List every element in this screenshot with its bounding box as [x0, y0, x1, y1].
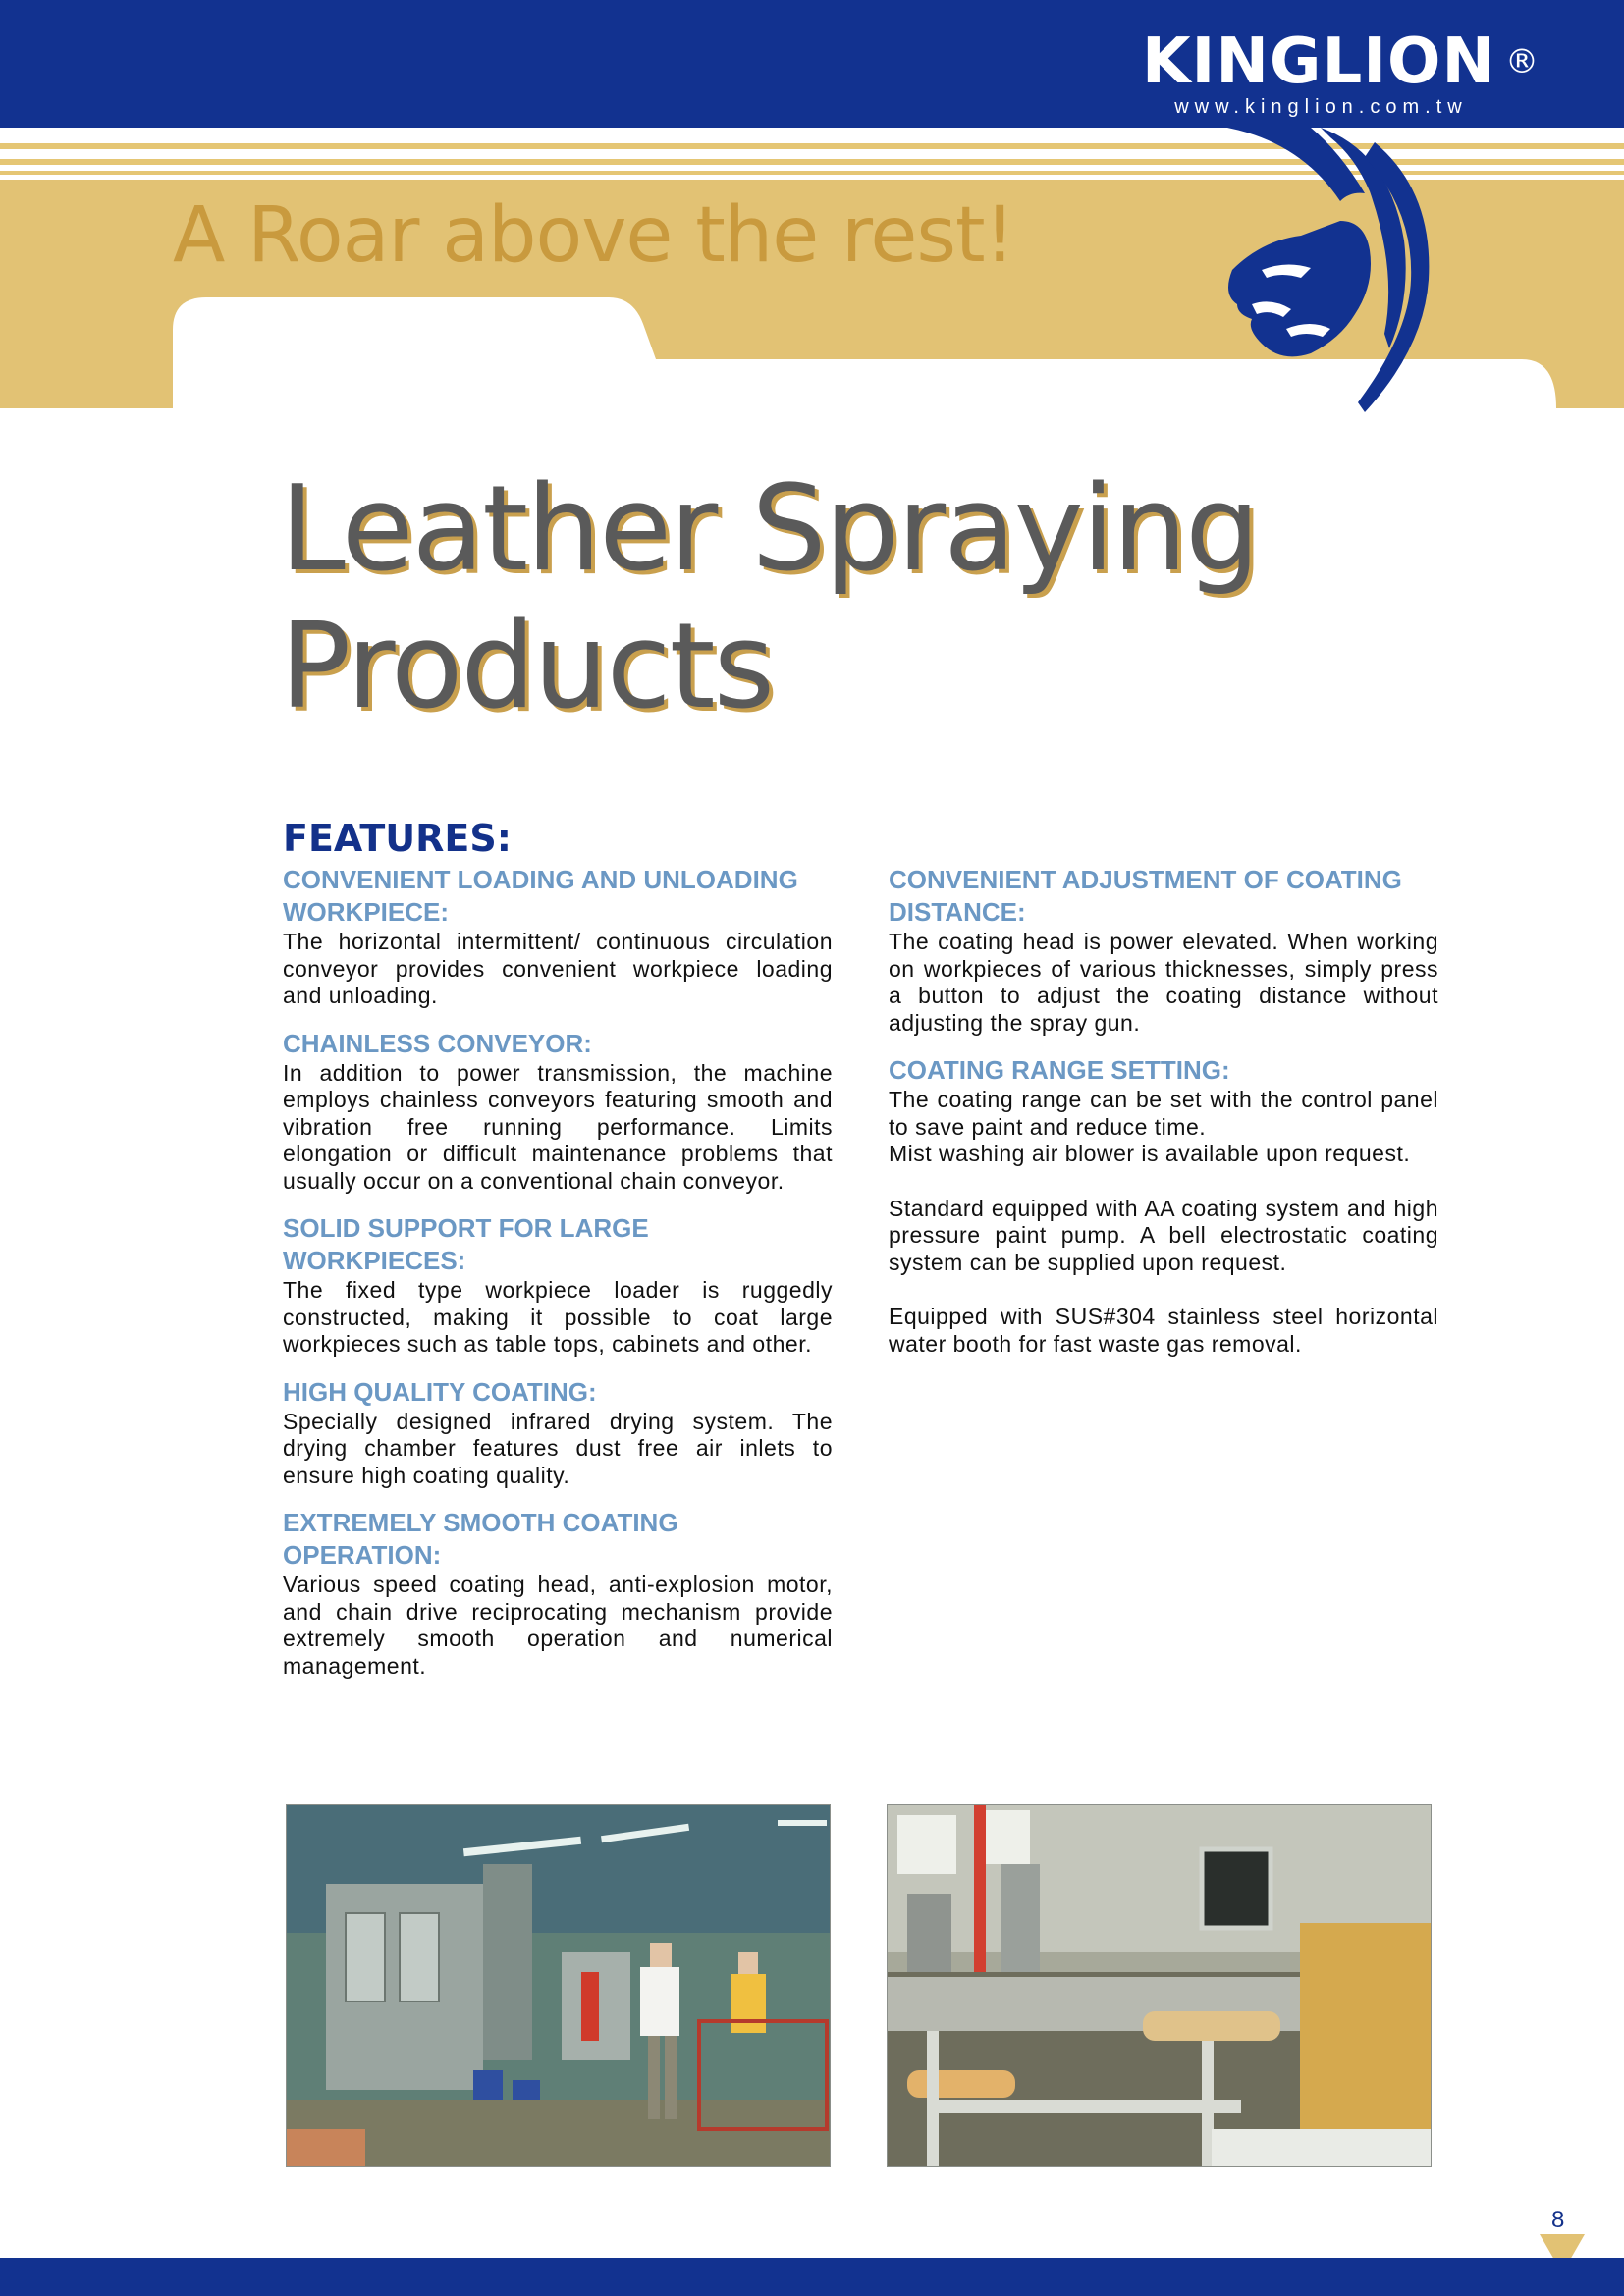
feature-body: The horizontal intermittent/ continuous circulation conveyor provides convenient workpiece loading and unloading.: [283, 929, 833, 1008]
feature-heading: CONVENIENT LOADING AND UNLOADING WORKPIECE:: [283, 865, 798, 927]
lion-head-icon: [1193, 123, 1448, 417]
feature-body: The coating range can be set with the control panel to save paint and reduce time. Mist washing air blower is available upon request.: [889, 1087, 1438, 1166]
feature-section: [283, 864, 833, 1010]
feature-section: [283, 1212, 833, 1359]
feature-section: [283, 1028, 833, 1196]
equipment-paragraph: Standard equipped with AA coating system and high pressure paint pump. A bell electrostatic coating system can be supplied upon request.: [889, 1195, 1438, 1275]
footer-bar: [0, 2258, 1624, 2296]
feature-heading: CHAINLESS CONVEYOR:: [283, 1028, 592, 1058]
feature-heading: SOLID SUPPORT FOR LARGE WORKPIECES:: [283, 1213, 649, 1275]
page-number: 8: [1551, 2207, 1565, 2233]
features-right-column: [889, 864, 1438, 1358]
feature-heading: HIGH QUALITY COATING:: [283, 1376, 597, 1407]
factory-photo-conveyor: [887, 1804, 1432, 2167]
feature-body: Specially designed infrared drying system. The drying chamber features dust free air inlets to ensure high coating quality.: [283, 1408, 833, 1488]
feature-section: [283, 1376, 833, 1490]
equipment-paragraph: Equipped with SUS#304 stainless steel horizontal water booth for fast waste gas removal.: [889, 1304, 1438, 1357]
feature-section: [889, 864, 1438, 1037]
feature-body: Various speed coating head, anti-explosion motor, and chain drive reciprocating mechanism provide extremely smooth operation and numerical management.: [283, 1572, 833, 1679]
feature-heading: EXTREMELY SMOOTH COATING OPERATION:: [283, 1508, 678, 1570]
feature-body: The coating head is power elevated. When working on workpieces of various thicknesses, simply press a button to adjust the coating distance without adjusting the spray gun.: [889, 929, 1438, 1036]
feature-section: [889, 1054, 1438, 1168]
feature-section: [283, 1507, 833, 1680]
features-heading: FEATURES:: [283, 817, 512, 860]
tagline: A Roar above the rest!: [173, 191, 1014, 280]
title-line-1: Leather Spraying: [280, 461, 1259, 598]
brand-url[interactable]: www.kinglion.com.tw: [1174, 96, 1468, 118]
registered-mark: ®: [1505, 42, 1540, 81]
feature-heading: CONVENIENT ADJUSTMENT OF COATING DISTANCE:: [889, 865, 1402, 927]
brand-name: KINGLION: [1141, 26, 1495, 98]
factory-photo-spray-booth: [286, 1804, 831, 2167]
page-title: [280, 461, 1258, 736]
feature-body: In addition to power transmission, the machine employs chainless conveyors featuring smooth and vibration free running performance. Limits elongation or difficult maintenance problems that usually occur on a conventional chain conveyor.: [283, 1059, 833, 1194]
features-left-column: [283, 864, 833, 1697]
feature-body: The fixed type workpiece loader is ruggedly constructed, making it possible to coat large workpieces such as table tops, cabinets and other.: [283, 1277, 833, 1357]
feature-heading: COATING RANGE SETTING:: [889, 1055, 1230, 1085]
title-line-2: Products: [280, 599, 774, 735]
